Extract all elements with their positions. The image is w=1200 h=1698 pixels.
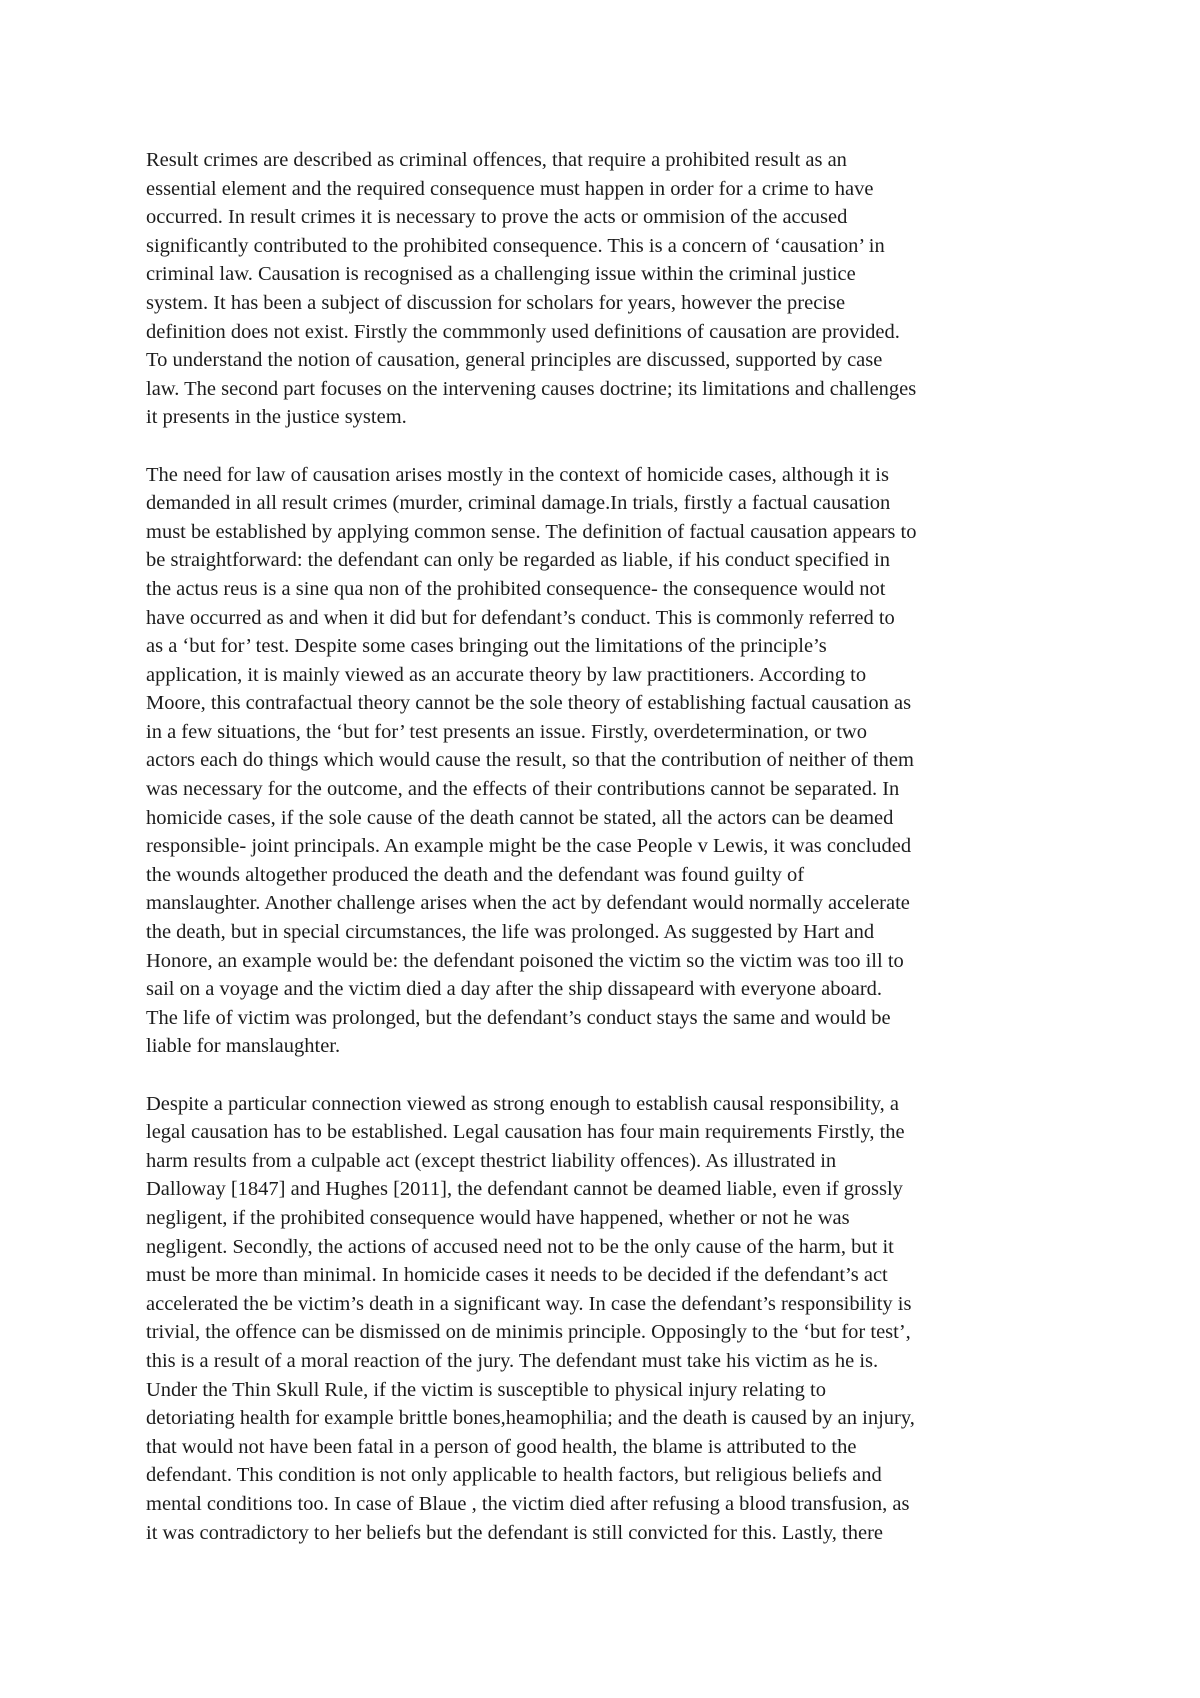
- text-line: liable for manslaughter.: [146, 1035, 341, 1058]
- text-line: be straightforward: the defendant can only be regarded as liable, if his conduct specified in: [146, 549, 890, 572]
- text-line: Result crimes are described as criminal offences, that require a prohibited result as an: [146, 149, 847, 171]
- text-line: have occurred as and when it did but for defendant’s conduct. This is commonly referred to: [146, 606, 895, 629]
- text-line: sail on a voyage and the victim died a day after the ship dissapeard with everyone aboard.: [146, 978, 883, 1001]
- text-line: the death, but in special circumstances, the life was prolonged. As suggested by Hart and: [146, 921, 875, 944]
- text-line: law. The second part focuses on the intervening causes doctrine; its limitations and challenges: [146, 377, 917, 400]
- paragraph-spacer: [146, 1061, 1066, 1090]
- text-line: was necessary for the outcome, and the effects of their contributions cannot be separated. In: [146, 778, 900, 801]
- text-line: application, it is mainly viewed as an accurate theory by law practitioners. According to: [146, 663, 867, 686]
- text-line: actors each do things which would cause the result, so that the contribution of neither of them: [146, 749, 914, 772]
- text-line: defendant. This condition is not only applicable to health factors, but religious beliefs and: [146, 1464, 882, 1487]
- text-line: the actus reus is a sine qua non of the prohibited consequence- the consequence would not: [146, 577, 886, 600]
- text-line: harm results from a culpable act (except thestrict liability offences). As illustrated in: [146, 1149, 837, 1172]
- text-line: as a ‘but for’ test. Despite some cases bringing out the limitations of the principle’s: [146, 635, 827, 658]
- text-line: trivial, the offence can be dismissed on de minimis principle. Opposingly to the ‘but for test’,: [146, 1321, 911, 1344]
- text-line: The life of victim was prolonged, but the defendant’s conduct stays the same and would be: [146, 1006, 891, 1029]
- text-line: this is a result of a moral reaction of the jury. The defendant must take his victim as he is.: [146, 1349, 879, 1372]
- text-line: occurred. In result crimes it is necessary to prove the acts or ommision of the accused: [146, 206, 848, 229]
- text-line: mental conditions too. In case of Blaue , the victim died after refusing a blood transfusion, as: [146, 1492, 910, 1515]
- text-line: To understand the notion of causation, general principles are discussed, supported by case: [146, 349, 883, 372]
- paragraph-spacer: [146, 432, 1066, 461]
- text-line: responsible- joint principals. An example might be the case People v Lewis, it was concluded: [146, 835, 912, 858]
- text-line: demanded in all result crimes (murder, criminal damage.In trials, firstly a factual causation: [146, 492, 891, 515]
- text-line: Despite a particular connection viewed as strong enough to establish causal responsibility, a: [146, 1092, 899, 1115]
- text-line: Honore, an example would be: the defendant poisoned the victim so the victim was too ill to: [146, 949, 904, 972]
- text-line: Dalloway [1847] and Hughes [2011], the defendant cannot be deamed liable, even if grossly: [146, 1178, 903, 1201]
- text-line: that would not have been fatal in a person of good health, the blame is attributed to the: [146, 1435, 857, 1458]
- paragraph-1: [146, 146, 1066, 432]
- text-line: criminal law. Causation is recognised as a challenging issue within the criminal justice: [146, 263, 856, 286]
- text-line: negligent. Secondly, the actions of accused need not to be the only cause of the harm, but it: [146, 1235, 894, 1258]
- text-line: significantly contributed to the prohibited consequence. This is a concern of ‘causation’ in: [146, 234, 885, 257]
- text-line: Under the Thin Skull Rule, if the victim is susceptible to physical injury relating to: [146, 1378, 827, 1401]
- text-line: manslaughter. Another challenge arises when the act by defendant would normally accelerate: [146, 892, 910, 915]
- text-line: detoriating health for example brittle bones,heamophilia; and the death is caused by an injury,: [146, 1407, 915, 1430]
- text-line: essential element and the required consequence must happen in order for a crime to have: [146, 177, 874, 200]
- text-line: legal causation has to be established. Legal causation has four main requirements Firstly, the: [146, 1121, 905, 1144]
- text-line: homicide cases, if the sole cause of the death cannot be stated, all the actors can be deamed: [146, 806, 894, 829]
- text-line: negligent, if the prohibited consequence would have happened, whether or not he was: [146, 1206, 850, 1229]
- paragraph-3: [146, 1090, 1066, 1548]
- text-line: it was contradictory to her beliefs but the defendant is still convicted for this. Lastly, there: [146, 1521, 884, 1544]
- text-line: accelerated the be victim’s death in a significant way. In case the defendant’s responsibility is: [146, 1292, 912, 1315]
- text-line: it presents in the justice system.: [146, 406, 407, 429]
- text-line: must be established by applying common sense. The definition of factual causation appears to: [146, 520, 917, 543]
- text-line: in a few situations, the ‘but for’ test presents an issue. Firstly, overdetermination, or two: [146, 720, 867, 743]
- text-line: definition does not exist. Firstly the commmonly used definitions of causation are provided.: [146, 320, 900, 343]
- paragraph-2: [146, 461, 1066, 1061]
- text-line: the wounds altogether produced the death and the defendant was found guilty of: [146, 863, 805, 886]
- text-line: system. It has been a subject of discussion for scholars for years, however the precise: [146, 291, 846, 314]
- text-line: must be more than minimal. In homicide cases it needs to be decided if the defendant’s act: [146, 1264, 888, 1287]
- text-line: The need for law of causation arises mostly in the context of homicide cases, although it is: [146, 463, 889, 486]
- text-line: Moore, this contrafactual theory cannot be the sole theory of establishing factual causation as: [146, 692, 912, 715]
- document-body: [146, 146, 1066, 1547]
